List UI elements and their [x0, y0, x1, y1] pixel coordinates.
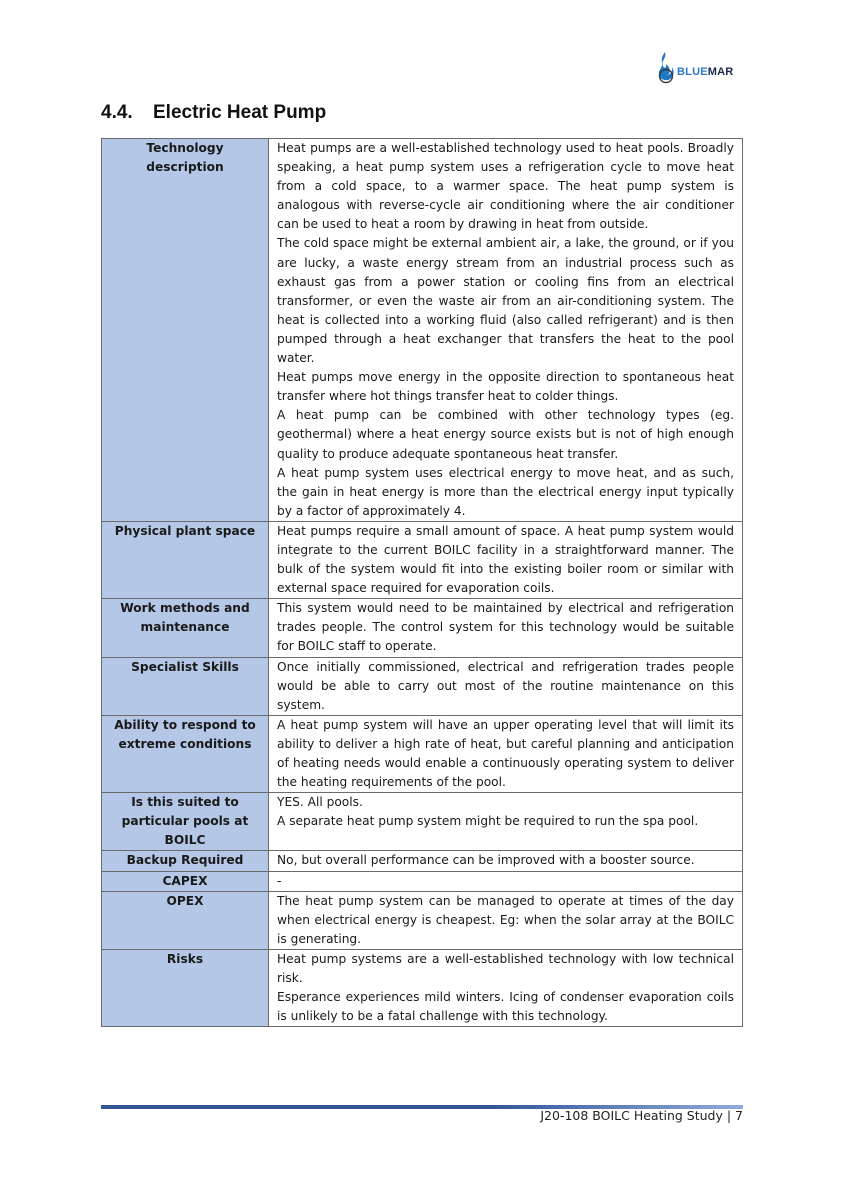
row-content [269, 521, 743, 598]
row-content [269, 891, 743, 949]
row-label: Specialist Skills [102, 657, 269, 715]
row-content [269, 599, 743, 657]
row-label: Technology description [102, 139, 269, 522]
row-content [269, 949, 743, 1026]
content-paragraph: Heat pumps require a small amount of space. A heat pump system would integrate to the current BOILC facility in a straightforward manner. The bulk of the system would fit into the existing boiler room or similar with external space required for evaporation coils. [277, 523, 734, 596]
row-label: CAPEX [102, 871, 269, 891]
row-content [269, 793, 743, 851]
content-paragraph: YES. All pools. [277, 795, 363, 810]
row-content [269, 715, 743, 792]
row-label: Ability to respond to extreme conditions [102, 715, 269, 792]
table-row [102, 139, 743, 522]
technology-table [101, 138, 743, 1027]
table-row [102, 793, 743, 851]
table-row [102, 521, 743, 598]
content-paragraph: A heat pump can be combined with other technology types (eg. geothermal) where a heat energy source exists but is not of high enough quality to produce adequate spontaneous heat transfer. [277, 408, 734, 461]
content-paragraph: - [277, 873, 282, 888]
row-label: Work methods and maintenance [102, 599, 269, 657]
section-title: Electric Heat Pump [153, 102, 327, 123]
content-paragraph: The heat pump system can be managed to operate at times of the day when electrical energy is cheapest. Eg: when the solar array at the BOILC is generating. [277, 893, 734, 946]
row-label: OPEX [102, 891, 269, 949]
content-paragraph: Heat pump systems are a well-established technology with low technical risk. [277, 951, 734, 986]
table-row [102, 715, 743, 792]
page-footer: J20-108 BOILC Heating Study | 7 [540, 1108, 743, 1123]
content-paragraph: A heat pump system uses electrical energy to move heat, and as such, the gain in heat energy is more than the electrical energy input typically by a factor of approximately 4. [277, 465, 734, 518]
content-paragraph: No, but overall performance can be improved with a booster source. [277, 853, 695, 868]
row-content [269, 139, 743, 522]
table-row [102, 871, 743, 891]
table-row [102, 851, 743, 871]
content-paragraph: Esperance experiences mild winters. Icing of condenser evaporation coils is unlikely to be a fatal challenge with this technology. [277, 990, 734, 1024]
content-paragraph: This system would need to be maintained by electrical and refrigeration trades people. The control system for this technology would be suitable for BOILC staff to operate. [277, 601, 734, 654]
table-row [102, 599, 743, 657]
row-content [269, 657, 743, 715]
content-paragraph: A heat pump system will have an upper operating level that will limit its ability to deliver a high rate of heat, but careful planning and anticipation of heating needs would enable a continuously operating system to deliver the heating requirements of the pool. [277, 717, 734, 790]
flame-logo-icon [653, 50, 679, 84]
row-content [269, 851, 743, 871]
content-paragraph: A separate heat pump system might be required to run the spa pool. [277, 814, 699, 829]
row-label: Physical plant space [102, 521, 269, 598]
row-label: Backup Required [102, 851, 269, 871]
section-heading [101, 102, 326, 124]
row-label: Is this suited to particular pools at BOILC [102, 793, 269, 851]
content-paragraph: The cold space might be external ambient air, a lake, the ground, or if you are lucky, a waste energy stream from an industrial process such as exhaust gas from a power station or cooling fins from an electrical transformer, or even the waste air from an air-conditioning system. The heat is collected into a working fluid (also called refrigerant) and is then pumped through a heat exchanger that transfers the heat to the pool water. [277, 236, 734, 366]
logo-wordmark: BLUEMAR [677, 66, 734, 78]
table-row [102, 949, 743, 1026]
content-paragraph: Heat pumps move energy in the opposite direction to spontaneous heat transfer where hot things transfer heat to colder things. [277, 370, 734, 404]
section-number: 4.4. [101, 102, 133, 123]
content-paragraph: Heat pumps are a well-established technology used to heat pools. Broadly speaking, a heat pump system uses a refrigeration cycle to move heat from a cold space, to a warmer space. The heat pump system is analogous with reverse-cycle air conditioning where the air conditioner can be used to heat a room by drawing in heat from outside. [277, 141, 734, 232]
table-row [102, 891, 743, 949]
row-content [269, 871, 743, 891]
bluemar-logo [653, 50, 743, 86]
row-label: Risks [102, 949, 269, 1026]
content-paragraph: Once initially commissioned, electrical and refrigeration trades people would be able to carry out most of the routine maintenance on this system. [277, 659, 734, 712]
table-row [102, 657, 743, 715]
